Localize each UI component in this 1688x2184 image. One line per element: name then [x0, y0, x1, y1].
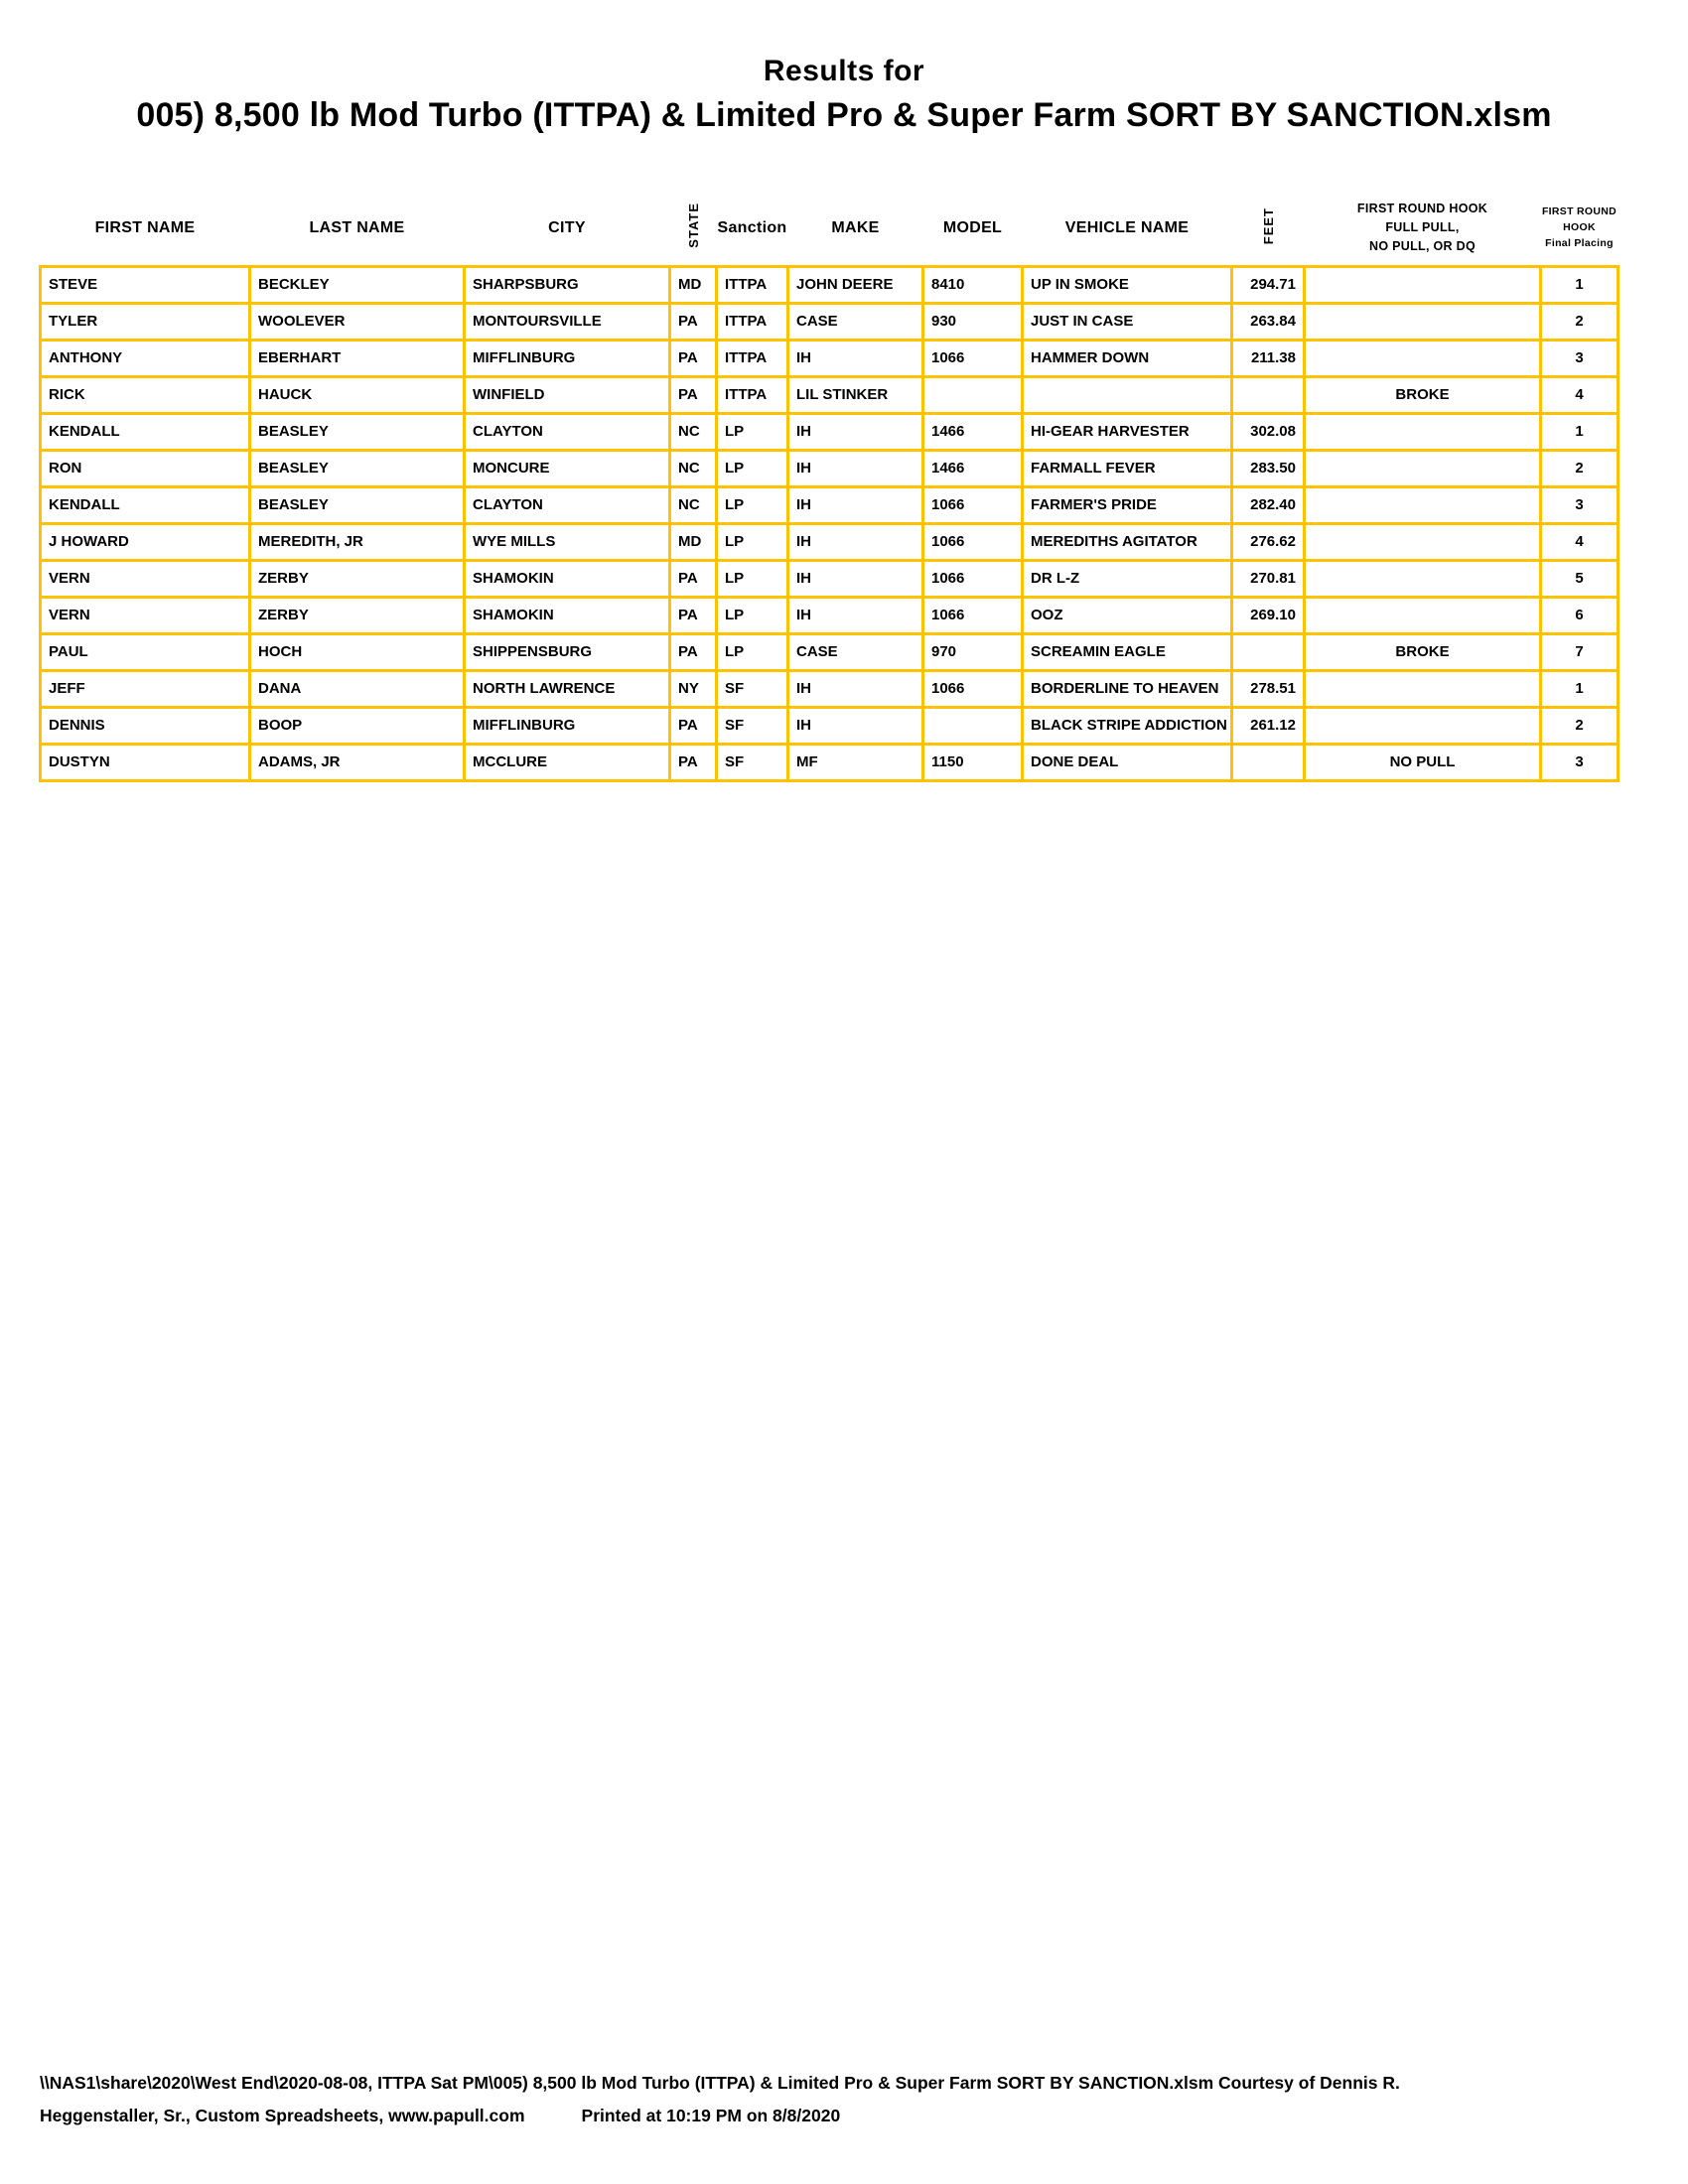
- cell-last-name: MEREDITH, JR: [250, 523, 465, 560]
- cell-hook-result: [1305, 266, 1541, 303]
- cell-model: 1066: [923, 523, 1023, 560]
- cell-feet: 263.84: [1232, 303, 1305, 340]
- footer-credits: [40, 2100, 1668, 2132]
- cell-last-name: BECKLEY: [250, 266, 465, 303]
- table-row: [41, 560, 1618, 597]
- cell-city: MONCURE: [465, 450, 670, 486]
- cell-sanction: SF: [717, 744, 788, 780]
- cell-make: MF: [788, 744, 923, 780]
- cell-make: IH: [788, 707, 923, 744]
- cell-last-name: BEASLEY: [250, 450, 465, 486]
- cell-first-name: KENDALL: [41, 486, 250, 523]
- cell-sanction: ITTPA: [717, 303, 788, 340]
- header-final-placing: [1541, 192, 1618, 266]
- header-first-name-label: FIRST NAME: [94, 218, 196, 236]
- cell-sanction: SF: [717, 707, 788, 744]
- cell-final-placing: 4: [1541, 376, 1618, 413]
- cell-state: MD: [670, 523, 717, 560]
- cell-hook-result: BROKE: [1305, 633, 1541, 670]
- cell-vehicle-name: MEREDITHS AGITATOR: [1023, 523, 1232, 560]
- cell-first-name: DUSTYN: [41, 744, 250, 780]
- cell-first-name: J HOWARD: [41, 523, 250, 560]
- cell-vehicle-name: FARMALL FEVER: [1023, 450, 1232, 486]
- cell-make: IH: [788, 486, 923, 523]
- cell-sanction: ITTPA: [717, 340, 788, 376]
- cell-final-placing: 3: [1541, 340, 1618, 376]
- cell-make: IH: [788, 523, 923, 560]
- cell-state: PA: [670, 597, 717, 633]
- cell-state: NY: [670, 670, 717, 707]
- header-model: [923, 192, 1023, 266]
- cell-sanction: SF: [717, 670, 788, 707]
- cell-last-name: BOOP: [250, 707, 465, 744]
- cell-final-placing: 7: [1541, 633, 1618, 670]
- page-subtitle: 005) 8,500 lb Mod Turbo (ITTPA) & Limited Pro & Super Farm SORT BY SANCTION.xlsm: [136, 96, 1552, 134]
- header-city-label: CITY: [548, 218, 586, 236]
- cell-model: 1466: [923, 413, 1023, 450]
- cell-final-placing: 2: [1541, 450, 1618, 486]
- header-make-label: MAKE: [831, 218, 880, 236]
- cell-first-name: KENDALL: [41, 413, 250, 450]
- cell-city: MCCLURE: [465, 744, 670, 780]
- header-placing-line2: HOOK: [1563, 220, 1596, 233]
- cell-state: NC: [670, 486, 717, 523]
- cell-vehicle-name: BORDERLINE TO HEAVEN: [1023, 670, 1232, 707]
- cell-feet: 211.38: [1232, 340, 1305, 376]
- cell-first-name: ANTHONY: [41, 340, 250, 376]
- table-row: [41, 303, 1618, 340]
- cell-first-name: VERN: [41, 597, 250, 633]
- table-row: [41, 376, 1618, 413]
- cell-make: JOHN DEERE: [788, 266, 923, 303]
- cell-sanction: LP: [717, 450, 788, 486]
- header-hook-line2: FULL PULL,: [1385, 220, 1460, 235]
- cell-feet: 282.40: [1232, 486, 1305, 523]
- cell-state: NC: [670, 450, 717, 486]
- cell-last-name: EBERHART: [250, 340, 465, 376]
- cell-feet: [1232, 376, 1305, 413]
- cell-make: IH: [788, 560, 923, 597]
- cell-state: MD: [670, 266, 717, 303]
- cell-final-placing: 1: [1541, 670, 1618, 707]
- cell-feet: 283.50: [1232, 450, 1305, 486]
- header-vehicle-name-label: VEHICLE NAME: [1064, 218, 1190, 236]
- cell-vehicle-name: [1023, 376, 1232, 413]
- header-feet-label: FEET: [1260, 206, 1276, 244]
- header-feet: [1232, 192, 1305, 266]
- header-vehicle-name: [1023, 192, 1232, 266]
- header-sanction: [717, 192, 788, 266]
- results-table: [39, 192, 1619, 782]
- cell-hook-result: [1305, 450, 1541, 486]
- cell-sanction: LP: [717, 560, 788, 597]
- cell-feet: 270.81: [1232, 560, 1305, 597]
- cell-hook-result: [1305, 597, 1541, 633]
- table-row: [41, 340, 1618, 376]
- footer-credit-text: Heggenstaller, Sr., Custom Spreadsheets, www.papull.com: [40, 2106, 525, 2125]
- cell-hook-result: [1305, 340, 1541, 376]
- cell-sanction: LP: [717, 597, 788, 633]
- cell-vehicle-name: DONE DEAL: [1023, 744, 1232, 780]
- cell-model: 1066: [923, 340, 1023, 376]
- cell-make: CASE: [788, 303, 923, 340]
- cell-make: IH: [788, 450, 923, 486]
- cell-vehicle-name: FARMER'S PRIDE: [1023, 486, 1232, 523]
- cell-model: [923, 707, 1023, 744]
- cell-model: 970: [923, 633, 1023, 670]
- cell-last-name: HAUCK: [250, 376, 465, 413]
- cell-vehicle-name: UP IN SMOKE: [1023, 266, 1232, 303]
- header-placing-line1: FIRST ROUND: [1541, 205, 1618, 218]
- cell-hook-result: [1305, 560, 1541, 597]
- table-row: [41, 486, 1618, 523]
- cell-model: 1066: [923, 597, 1023, 633]
- cell-first-name: TYLER: [41, 303, 250, 340]
- cell-sanction: LP: [717, 486, 788, 523]
- header-hook-line1: FIRST ROUND HOOK: [1356, 201, 1488, 215]
- cell-feet: [1232, 633, 1305, 670]
- cell-last-name: BEASLEY: [250, 413, 465, 450]
- cell-model: 1466: [923, 450, 1023, 486]
- header-city: [465, 192, 670, 266]
- header-make: [788, 192, 923, 266]
- table-row: [41, 266, 1618, 303]
- cell-final-placing: 3: [1541, 744, 1618, 780]
- cell-first-name: VERN: [41, 560, 250, 597]
- cell-state: NC: [670, 413, 717, 450]
- cell-last-name: WOOLEVER: [250, 303, 465, 340]
- cell-city: SHIPPENSBURG: [465, 633, 670, 670]
- cell-sanction: LP: [717, 413, 788, 450]
- cell-final-placing: 2: [1541, 707, 1618, 744]
- cell-make: CASE: [788, 633, 923, 670]
- cell-vehicle-name: HAMMER DOWN: [1023, 340, 1232, 376]
- cell-model: 1066: [923, 560, 1023, 597]
- cell-last-name: ADAMS, JR: [250, 744, 465, 780]
- cell-first-name: RON: [41, 450, 250, 486]
- header-last-name-label: LAST NAME: [309, 218, 405, 236]
- cell-city: WINFIELD: [465, 376, 670, 413]
- table-row: [41, 413, 1618, 450]
- cell-model: 930: [923, 303, 1023, 340]
- cell-feet: [1232, 744, 1305, 780]
- cell-state: PA: [670, 376, 717, 413]
- cell-state: PA: [670, 560, 717, 597]
- cell-final-placing: 4: [1541, 523, 1618, 560]
- cell-final-placing: 2: [1541, 303, 1618, 340]
- cell-feet: 294.71: [1232, 266, 1305, 303]
- cell-model: 8410: [923, 266, 1023, 303]
- cell-make: IH: [788, 670, 923, 707]
- cell-vehicle-name: BLACK STRIPE ADDICTION: [1023, 707, 1232, 744]
- cell-hook-result: [1305, 670, 1541, 707]
- cell-model: 1066: [923, 670, 1023, 707]
- table-row: [41, 744, 1618, 780]
- cell-feet: 261.12: [1232, 707, 1305, 744]
- cell-feet: 269.10: [1232, 597, 1305, 633]
- cell-first-name: JEFF: [41, 670, 250, 707]
- cell-hook-result: NO PULL: [1305, 744, 1541, 780]
- table-row: [41, 633, 1618, 670]
- header-model-label: MODEL: [942, 218, 1003, 236]
- table-row: [41, 450, 1618, 486]
- cell-make: IH: [788, 413, 923, 450]
- footer-file-path: \\NAS1\share\2020\West End\2020-08-08, ITTPA Sat PM\005) 8,500 lb Mod Turbo (ITTPA) & Limited Pro & Super Farm SORT BY SANCTION.xlsm Courtesy of Dennis R.: [40, 2073, 1400, 2093]
- cell-city: MIFFLINBURG: [465, 707, 670, 744]
- cell-final-placing: 1: [1541, 266, 1618, 303]
- table-row: [41, 707, 1618, 744]
- results-table-body: [41, 266, 1618, 780]
- cell-city: MIFFLINBURG: [465, 340, 670, 376]
- cell-feet: 302.08: [1232, 413, 1305, 450]
- cell-feet: 276.62: [1232, 523, 1305, 560]
- cell-vehicle-name: HI-GEAR HARVESTER: [1023, 413, 1232, 450]
- table-row: [41, 523, 1618, 560]
- cell-final-placing: 3: [1541, 486, 1618, 523]
- cell-state: PA: [670, 340, 717, 376]
- header-state: [670, 192, 717, 266]
- cell-last-name: HOCH: [250, 633, 465, 670]
- title-block: [0, 0, 1688, 135]
- cell-city: MONTOURSVILLE: [465, 303, 670, 340]
- cell-city: CLAYTON: [465, 413, 670, 450]
- cell-first-name: PAUL: [41, 633, 250, 670]
- cell-city: NORTH LAWRENCE: [465, 670, 670, 707]
- cell-hook-result: [1305, 523, 1541, 560]
- cell-sanction: ITTPA: [717, 376, 788, 413]
- cell-first-name: STEVE: [41, 266, 250, 303]
- cell-sanction: LP: [717, 633, 788, 670]
- header-hook-line3: NO PULL, OR DQ: [1369, 239, 1476, 254]
- cell-final-placing: 1: [1541, 413, 1618, 450]
- header-first-name: [41, 192, 250, 266]
- header-hook-result: [1305, 192, 1541, 266]
- cell-model: 1150: [923, 744, 1023, 780]
- cell-last-name: DANA: [250, 670, 465, 707]
- cell-state: PA: [670, 707, 717, 744]
- header-placing-line3: Final Placing: [1545, 236, 1614, 249]
- cell-hook-result: [1305, 413, 1541, 450]
- cell-sanction: ITTPA: [717, 266, 788, 303]
- cell-model: 1066: [923, 486, 1023, 523]
- header-state-label: STATE: [685, 203, 701, 249]
- table-row: [41, 597, 1618, 633]
- cell-vehicle-name: JUST IN CASE: [1023, 303, 1232, 340]
- cell-vehicle-name: OOZ: [1023, 597, 1232, 633]
- cell-last-name: ZERBY: [250, 597, 465, 633]
- cell-city: SHAMOKIN: [465, 597, 670, 633]
- results-table-header: [41, 192, 1618, 266]
- cell-city: WYE MILLS: [465, 523, 670, 560]
- cell-hook-result: BROKE: [1305, 376, 1541, 413]
- cell-first-name: DENNIS: [41, 707, 250, 744]
- cell-state: PA: [670, 744, 717, 780]
- cell-sanction: LP: [717, 523, 788, 560]
- cell-last-name: BEASLEY: [250, 486, 465, 523]
- cell-city: CLAYTON: [465, 486, 670, 523]
- cell-first-name: RICK: [41, 376, 250, 413]
- cell-make: LIL STINKER: [788, 376, 923, 413]
- cell-vehicle-name: SCREAMIN EAGLE: [1023, 633, 1232, 670]
- cell-model: [923, 376, 1023, 413]
- cell-city: SHARPSBURG: [465, 266, 670, 303]
- cell-vehicle-name: DR L-Z: [1023, 560, 1232, 597]
- cell-final-placing: 5: [1541, 560, 1618, 597]
- cell-make: IH: [788, 340, 923, 376]
- header-sanction-label: Sanction: [717, 218, 787, 236]
- footer-printed-stamp: Printed at 10:19 PM on 8/8/2020: [581, 2106, 841, 2125]
- footer: [40, 2067, 1668, 2132]
- cell-final-placing: 6: [1541, 597, 1618, 633]
- cell-state: PA: [670, 303, 717, 340]
- cell-hook-result: [1305, 303, 1541, 340]
- cell-feet: 278.51: [1232, 670, 1305, 707]
- cell-make: IH: [788, 597, 923, 633]
- cell-city: SHAMOKIN: [465, 560, 670, 597]
- cell-hook-result: [1305, 707, 1541, 744]
- cell-last-name: ZERBY: [250, 560, 465, 597]
- page-title: Results for: [763, 55, 925, 87]
- table-row: [41, 670, 1618, 707]
- cell-state: PA: [670, 633, 717, 670]
- header-last-name: [250, 192, 465, 266]
- cell-hook-result: [1305, 486, 1541, 523]
